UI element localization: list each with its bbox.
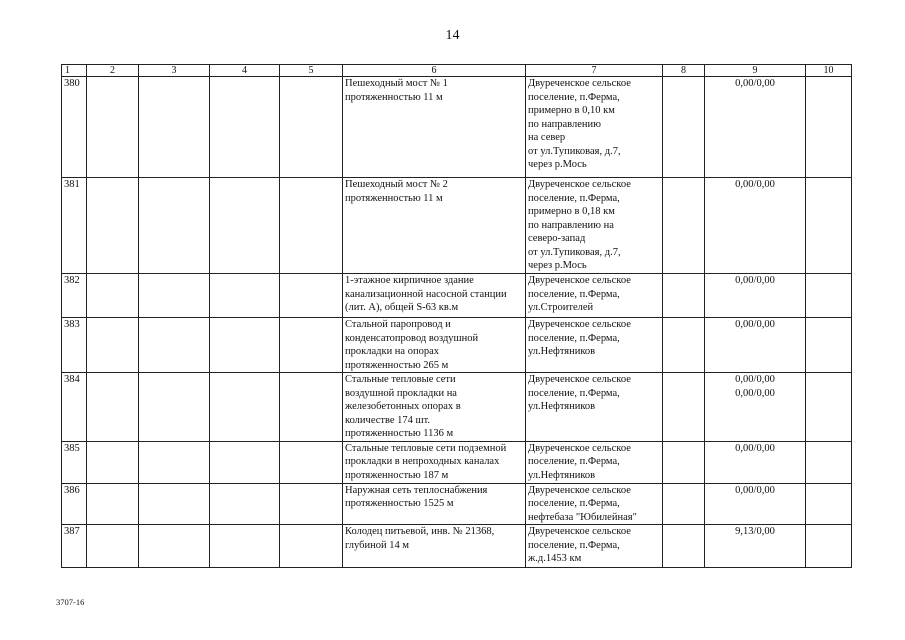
col-4-cell — [210, 274, 280, 318]
col-10-cell — [806, 441, 852, 483]
row-number-cell: 384 — [62, 373, 87, 442]
col-2-cell — [87, 441, 139, 483]
col-8-cell — [663, 441, 705, 483]
object-address-cell: Двуреченское сельское поселение, п.Ферма, примерно в 0,10 км по направлению на север от ул.Тупиковая, д.7, через р.Мось — [526, 77, 663, 178]
object-name-cell: 1-этажное кирпичное здание канализационной насосной станции (лит. А), общей S-63 кв.м — [343, 274, 526, 318]
object-name-cell: Пешеходный мост № 1 протяженностью 11 м — [343, 77, 526, 178]
row-number-cell: 381 — [62, 178, 87, 274]
col-10-cell — [806, 373, 852, 442]
col-5-cell — [280, 274, 343, 318]
table-row — [62, 274, 852, 318]
col-header-10: 10 — [806, 65, 852, 77]
page-number: 14 — [445, 28, 460, 43]
col-2-cell — [87, 525, 139, 568]
object-name-cell: Колодец питьевой, инв. № 21368, глубиной 14 м — [343, 525, 526, 568]
object-address-cell: Двуреченское сельское поселение, п.Ферма, ул.Нефтяников — [526, 318, 663, 373]
col-3-cell — [139, 77, 210, 178]
table-row — [62, 483, 852, 525]
row-number-cell: 383 — [62, 318, 87, 373]
object-address-cell: Двуреченское сельское поселение, п.Ферма, ул.Строителей — [526, 274, 663, 318]
object-address-cell: Двуреченское сельское поселение, п.Ферма, ул.Нефтяников — [526, 373, 663, 442]
object-name-cell: Стальные тепловые сети подземной прокладки в непроходных каналах протяженностью 187 м — [343, 441, 526, 483]
col-header-7: 7 — [526, 65, 663, 77]
col-header-3: 3 — [139, 65, 210, 77]
row-number-cell: 382 — [62, 274, 87, 318]
col-3-cell — [139, 318, 210, 373]
value-cell: 0,00/0,00 — [705, 77, 806, 178]
column-number-row — [62, 65, 852, 77]
col-4-cell — [210, 441, 280, 483]
col-10-cell — [806, 525, 852, 568]
col-8-cell — [663, 318, 705, 373]
value-cell: 0,00/0,00 — [705, 274, 806, 318]
col-2-cell — [87, 373, 139, 442]
table-row — [62, 525, 852, 568]
col-3-cell — [139, 441, 210, 483]
col-2-cell — [87, 178, 139, 274]
col-4-cell — [210, 77, 280, 178]
col-header-8: 8 — [663, 65, 705, 77]
col-8-cell — [663, 525, 705, 568]
col-8-cell — [663, 373, 705, 442]
col-8-cell — [663, 178, 705, 274]
object-name-cell: Стальные тепловые сети воздушной прокладки на железобетонных опорах в количестве 174 шт. протяженностью 1136 м — [343, 373, 526, 442]
value-cell: 0,00/0,00 — [705, 178, 806, 274]
col-4-cell — [210, 525, 280, 568]
object-name-cell: Стальной паропровод и конденсатопровод воздушной прокладки на опорах протяженностью 265 м — [343, 318, 526, 373]
col-2-cell — [87, 274, 139, 318]
col-3-cell — [139, 178, 210, 274]
table-row — [62, 318, 852, 373]
object-name-cell: Пешеходный мост № 2 протяженностью 11 м — [343, 178, 526, 274]
value-cell: 0,00/0,00 — [705, 441, 806, 483]
property-registry-table — [61, 64, 852, 568]
value-cell: 9,13/0,00 — [705, 525, 806, 568]
object-address-cell: Двуреченское сельское поселение, п.Ферма, ж.д.1453 км — [526, 525, 663, 568]
col-4-cell — [210, 373, 280, 442]
row-number-cell: 385 — [62, 441, 87, 483]
col-header-9: 9 — [705, 65, 806, 77]
row-number-cell: 380 — [62, 77, 87, 178]
col-header-6: 6 — [343, 65, 526, 77]
table-row — [62, 441, 852, 483]
col-5-cell — [280, 318, 343, 373]
object-address-cell: Двуреченское сельское поселение, п.Ферма, ул.Нефтяников — [526, 441, 663, 483]
col-5-cell — [280, 77, 343, 178]
col-5-cell — [280, 525, 343, 568]
col-header-4: 4 — [210, 65, 280, 77]
col-5-cell — [280, 178, 343, 274]
col-2-cell — [87, 318, 139, 373]
col-4-cell — [210, 483, 280, 525]
col-2-cell — [87, 77, 139, 178]
table-row — [62, 178, 852, 274]
col-8-cell — [663, 274, 705, 318]
col-3-cell — [139, 274, 210, 318]
col-header-1: 1 — [62, 65, 87, 77]
col-5-cell — [280, 483, 343, 525]
col-5-cell — [280, 373, 343, 442]
value-cell: 0,00/0,00 — [705, 318, 806, 373]
col-header-2: 2 — [87, 65, 139, 77]
col-2-cell — [87, 483, 139, 525]
row-number-cell: 386 — [62, 483, 87, 525]
col-10-cell — [806, 318, 852, 373]
col-10-cell — [806, 274, 852, 318]
table-row — [62, 373, 852, 442]
object-address-cell: Двуреченское сельское поселение, п.Ферма, нефтебаза "Юбилейная" — [526, 483, 663, 525]
col-4-cell — [210, 178, 280, 274]
col-5-cell — [280, 441, 343, 483]
col-3-cell — [139, 483, 210, 525]
value-cell: 0,00/0,00 — [705, 483, 806, 525]
col-header-5: 5 — [280, 65, 343, 77]
col-4-cell — [210, 318, 280, 373]
row-number-cell: 387 — [62, 525, 87, 568]
col-8-cell — [663, 483, 705, 525]
col-10-cell — [806, 178, 852, 274]
object-name-cell: Наружная сеть теплоснабжения протяженностью 1525 м — [343, 483, 526, 525]
document-code: 3707-16 — [56, 597, 85, 607]
col-3-cell — [139, 525, 210, 568]
col-10-cell — [806, 77, 852, 178]
object-address-cell: Двуреченское сельское поселение, п.Ферма, примерно в 0,18 км по направлению на северо-запад от ул.Тупиковая, д.7, через р.Мось — [526, 178, 663, 274]
value-cell: 0,00/0,00 0,00/0,00 — [705, 373, 806, 442]
col-3-cell — [139, 373, 210, 442]
table-row — [62, 77, 852, 178]
col-10-cell — [806, 483, 852, 525]
col-8-cell — [663, 77, 705, 178]
